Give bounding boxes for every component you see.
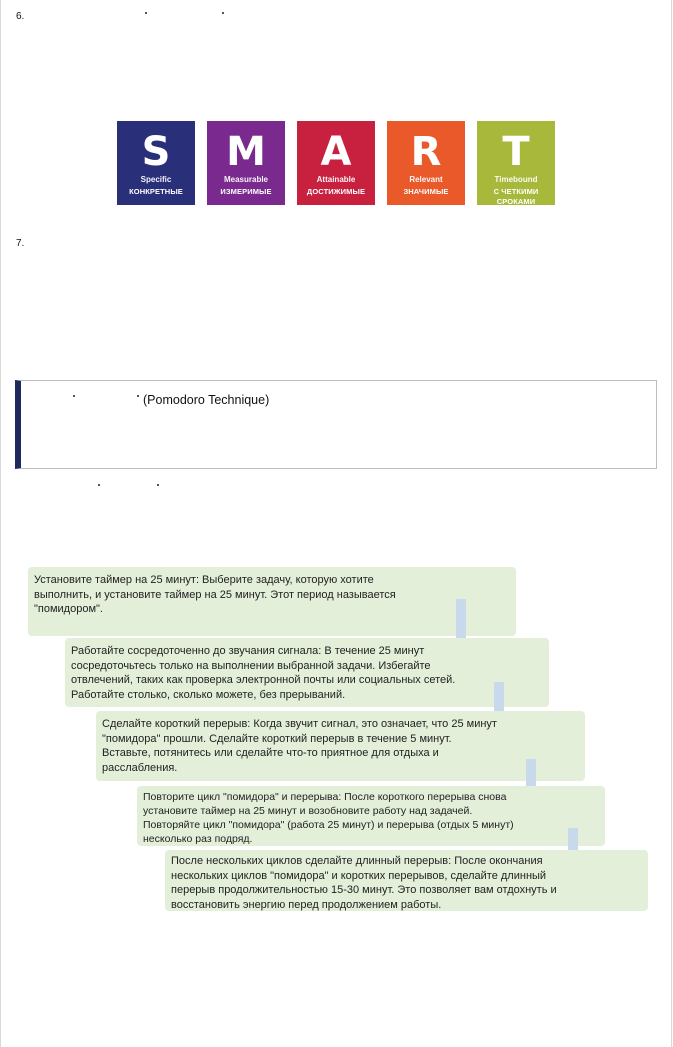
faded-text-mark	[157, 484, 159, 486]
step-text: После нескольких циклов сделайте длинный перерыв: После окончания нескольких циклов "помидора" и коротких перерывов, сделайте длинный перерыв продолжительностью 15-30 минут. Это позволяет вам отдохнуть и восстановить энергию перед продолжением работы.	[171, 855, 557, 911]
smart-english: Specific	[140, 175, 172, 184]
step-3	[96, 711, 585, 781]
smart-letter: M	[226, 129, 266, 175]
page-border-left	[0, 0, 1, 1047]
smart-letter: S	[141, 129, 171, 175]
smart-tile-a	[297, 121, 375, 205]
step-4	[137, 786, 605, 846]
step-text: Установите таймер на 25 минут: Выберите задачу, которую хотите выполнить, и установите таймер на 25 минут. Этот период называется "помидором".	[34, 574, 396, 616]
faded-text-mark	[98, 484, 100, 486]
smart-tile-s	[117, 121, 195, 205]
faded-text-mark	[222, 12, 224, 14]
faded-text-mark	[145, 12, 147, 14]
step-text: Работайте сосредоточенно до звучания сигнала: В течение 25 минут сосредоточьтесь только на выполнении выбранной задачи. Избегайте отвлечений, таких как проверка электронной почты или социальных сетей. Работайте столько, сколько можете, без прерываний.	[71, 645, 456, 701]
smart-tile-t	[477, 121, 555, 205]
smart-letter: R	[410, 129, 442, 175]
smart-russian: КОНКРЕТНЫЕ	[129, 187, 183, 196]
smart-english: Attainable	[316, 175, 356, 184]
smart-english: Measurable	[223, 175, 269, 184]
smart-english: Timebound	[494, 175, 538, 184]
step-1	[28, 567, 516, 636]
step-2	[65, 638, 549, 707]
smart-russian: ДОСТИЖИМЫЕ	[306, 187, 366, 196]
page-border-right	[671, 0, 672, 1047]
smart-russian: С ЧЕТКИМИ СРОКАМИ	[493, 187, 539, 206]
pomodoro-title: (Pomodoro Technique)	[143, 393, 270, 407]
smart-tile-m	[207, 121, 285, 205]
smart-english: Relevant	[409, 175, 443, 184]
smart-tile-r	[387, 121, 465, 205]
smart-russian: ИЗМЕРИМЫЕ	[220, 187, 272, 196]
item-6-number: 6.	[16, 11, 25, 22]
pomodoro-callout-box	[15, 380, 657, 469]
faded-text-mark	[137, 395, 139, 397]
smart-letter: T	[502, 129, 530, 175]
smart-russian: ЗНАЧИМЫЕ	[403, 187, 449, 196]
smart-letter: A	[320, 129, 352, 175]
faded-text-mark	[73, 395, 75, 397]
step-5	[165, 850, 648, 911]
step-text: Сделайте короткий перерыв: Когда звучит сигнал, это означает, что 25 минут "помидора" прошли. Сделайте короткий перерыв в течение 5 минут. Вставьте, потянитесь или сделайте что-то приятное для отдыха и расслабления.	[102, 718, 497, 774]
step-text: Повторите цикл "помидора" и перерыва: После короткого перерыва снова установите таймер на 25 минут и возобновите работу над задачей. Повторяйте цикл "помидора" (работа 25 минут) и перерыва (отдых 5 минут) несколько раз подряд.	[143, 791, 514, 845]
item-7-number: 7.	[16, 238, 25, 249]
